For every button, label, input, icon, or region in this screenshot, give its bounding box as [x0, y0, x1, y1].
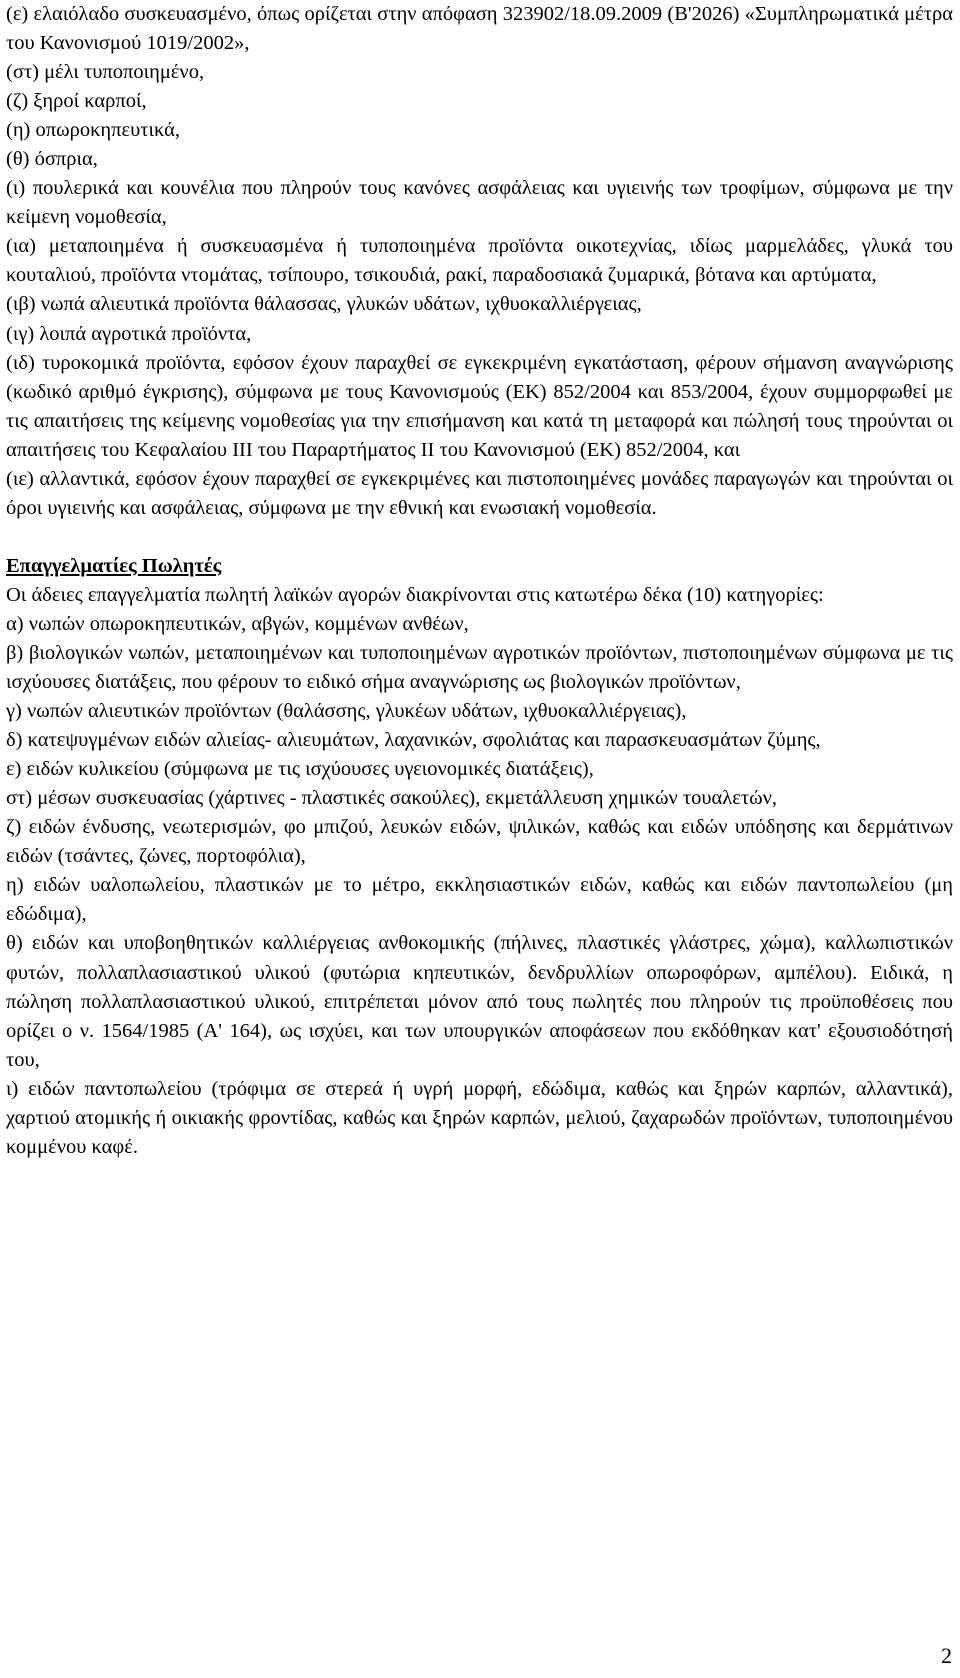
list-item-ie: (ιε) αλλαντικά, εφόσον έχουν παραχθεί σε εγκεκριμένες και πιστοποιημένες μονάδες παραγωγών και τηρούνται οι όροι υγιεινής και ασφάλειας, σύμφωνα με την εθνική και ενωσιακή νομοθεσία.	[6, 467, 953, 519]
list-item-i: (η) οπωροκηπευτικά,	[6, 119, 180, 142]
category-item-z: ζ) ειδών ένδυσης, νεωτερισμών, φο μπιζού, λευκών ειδών, ψιλικών, καθώς και ειδών υπόδησης και δερμάτινων ειδών (τσάντες, ζώνες, πορτοφόλια),	[6, 816, 953, 868]
list-item-ib: (ιβ) νωπά αλιευτικά προϊόντα θάλασσας, γλυκών υδάτων, ιχθυοκαλλιέργειας,	[6, 293, 642, 316]
list-item-st: (στ) μέλι τυποποιημένο,	[6, 61, 205, 84]
list-item-th: (θ) όσπρια,	[6, 148, 98, 171]
list-item-e: (ε) ελαιόλαδο συσκευασμένο, όπως ορίζεται στην απόφαση 323902/18.09.2009 (Β'2026) «Συμπληρωματικά μέτρα του Κανονισμού 1019/2002»,	[6, 3, 953, 55]
category-item-g: γ) νωπών αλιευτικών προϊόντων (θαλάσσης, γλυκέων υδάτων, ιχθυοκαλλιέργειας),	[6, 700, 687, 723]
section-heading: Επαγγελματίες Πωλητές	[6, 554, 222, 577]
category-item-d: δ) κατεψυγμένων ειδών αλιείας- αλιευμάτων, λαχανικών, σφολιάτας και παρασκευασμάτων ζύμης,	[6, 729, 821, 752]
category-item-b: β) βιολογικών νωπών, μεταποιημένων και τυποποιημένων αγροτικών προϊόντων, πιστοποιημένων σύμφωνα με τις ισχύουσες διατάξεις, που φέρουν το ειδικό σήμα αναγνώρισης ως βιολογικών προϊόντων,	[6, 641, 953, 694]
list-item-z: (ζ) ξηροί καρποί,	[6, 90, 147, 113]
document-page	[6, 0, 953, 1162]
list-item-iota: (ι) πουλερικά και κουνέλια που πληρούν τους κανόνες ασφάλειας και υγιεινής των τροφίμων, σύμφωνα με την κείμενη νομοθεσία,	[6, 177, 953, 229]
category-item-e: ε) ειδών κυλικείου (σύμφωνα με τις ισχύουσες υγειονομικές διατάξεις),	[6, 758, 594, 781]
section-intro: Οι άδειες επαγγελματία πωλητή λαϊκών αγορών διακρίνονται στις κατωτέρω δέκα (10) κατηγορίες:	[6, 583, 824, 606]
list-item-id: (ιδ) τυροκομικά προϊόντα, εφόσον έχουν παραχθεί σε εγκεκριμένη εγκατάσταση, φέρουν σήμανση αναγνώρισης (κωδικό αριθμό έγκρισης), σύμφωνα με τους Κανονισμούς (ΕΚ) 852/2004 και 853/2004, έχουν συμμορφωθεί με τις απαιτήσεις της κείμενης νομοθεσίας για την επισήμανση και κατά τη μεταφορά και πώλησή τους τηρούνται οι απαιτήσεις του Κεφαλαίου ΙΙΙ του Παραρτήματος ΙΙ του Κανονισμού (ΕΚ) 852/2004, και	[6, 351, 953, 461]
category-item-st: στ) μέσων συσκευασίας (χάρτινες - πλαστικές σακούλες), εκμετάλλευση χημικών τουαλετών,	[6, 787, 777, 810]
category-item-i: η) ειδών υαλοπωλείου, πλαστικών με το μέτρο, εκκλησιαστικών ειδών, καθώς και ειδών παντοπωλείου (μη εδώδιμα),	[6, 874, 953, 926]
list-item-ia: (ια) μεταποιημένα ή συσκευασμένα ή τυποποιημένα προϊόντα οικοτεχνίας, ιδίως μαρμελάδες, γλυκά του κουταλιού, προϊόντα ντομάτας, τσίπουρο, τσικουδιά, ρακί, παραδοσιακά ζυμαρικά, βότανα και αρτύματα,	[6, 235, 953, 287]
paragraph-spacer	[6, 523, 953, 552]
category-item-th: θ) ειδών και υποβοηθητικών καλλιέργειας ανθοκομικής (πήλινες, πλαστικές γλάστρες, χώμα), καλλωπιστικών φυτών, πολλαπλασιαστικού υλικού (φυτώρια κηπευτικών, δενδρυλλίων οπωροφόρων, αμπέλου). Ειδικά, η πώληση πολλαπλασιαστικού υλικού, επιτρέπεται μόνον από τους πωλητές που πληρούν τις προϋποθέσεις που ορίζει ο ν. 1564/1985 (Α' 164), ως ισχύει, και των υπουργικών αποφάσεων που εκδόθηκαν κατ' εξουσιοδότησή του,	[6, 932, 953, 1071]
page-number: 2	[941, 1643, 952, 1668]
list-item-ig: (ιγ) λοιπά αγροτικά προϊόντα,	[6, 322, 252, 345]
category-item-iota: ι) ειδών παντοπωλείου (τρόφιμα σε στερεά ή υγρή μορφή, εδώδιμα, καθώς και ξηρών καρπών, αλλαντικά), χαρτιού ατομικής ή οικιακής φροντίδας, καθώς και ξηρών καρπών, μελιού, ζαχαρωδών προϊόντων, τυποποιημένου κομμένου καφέ.	[6, 1077, 953, 1158]
category-item-a: α) νωπών οπωροκηπευτικών, αβγών, κομμένων ανθέων,	[6, 612, 469, 635]
